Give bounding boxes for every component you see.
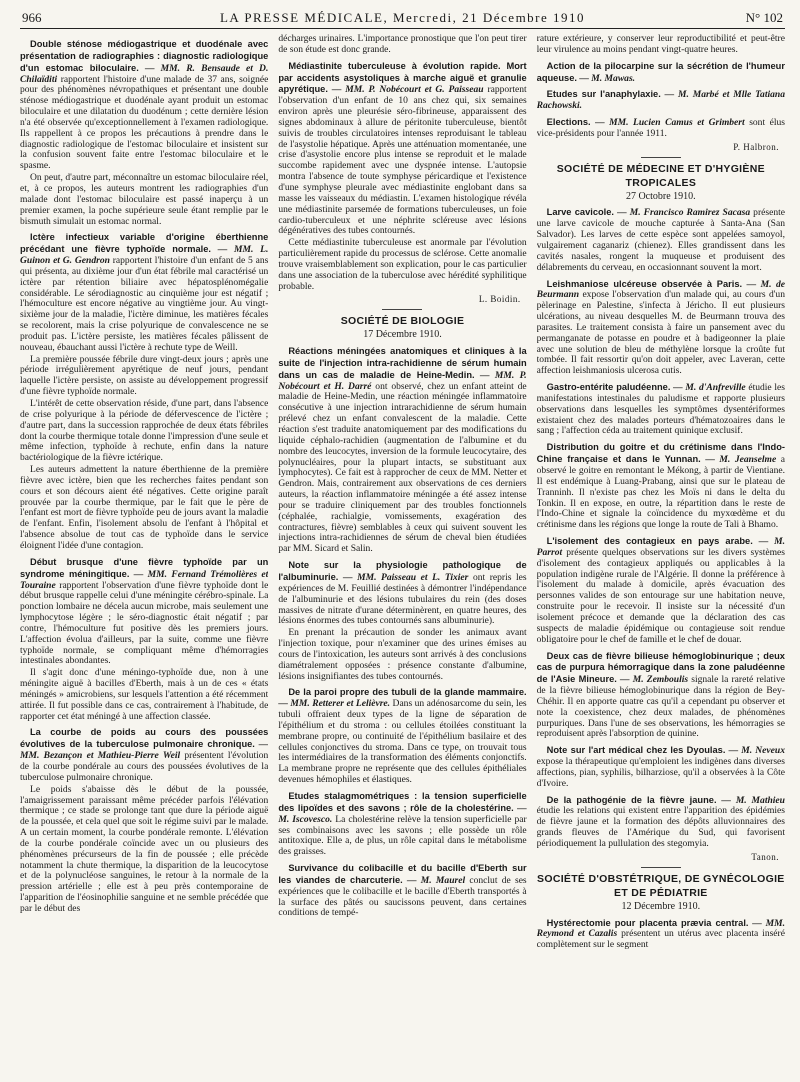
article-title: Larve cavicole.	[546, 207, 615, 218]
article-text: a observé le goitre en remontant le Mékong, à partir de Vientiane. Il est endémique à Luang-Prabang, ainsi que sur le plateau de Tranninh. Il n'existe pas chez les Moïs ni dans le delta du Tonkin. Il en expose, en outre, la répartition dans le reste de l'Indo-Chine et signale la coïncidence du myxœdème et du crétinisme dans les régions que longe la route de Tali à Bhamo.	[536, 454, 785, 531]
author-signature: P. Halbron.	[733, 141, 779, 152]
page-header	[20, 8, 785, 29]
section-divider	[382, 309, 422, 310]
article-title: De la paroi propre des tubuli de la glande mammaire.	[288, 687, 527, 698]
article-paragraph	[20, 727, 268, 783]
article-title: Note sur la physiologie pathologique de l'albuminurie.	[278, 560, 527, 582]
body-paragraph	[537, 34, 785, 56]
article-title: Début brusque d'une fièvre typhoïde par un syndrome méningitique.	[20, 556, 269, 579]
article-text: On peut, d'autre part, méconnaître un estomac biloculaire réel, et, à ce propos, les auteurs montrent les radiographies d'un malade dont l'estomac biloculaire est passé inaperçu à un premier examen, la poche supérieure seule étant remplie par le bismuth simulait un estomac normal.	[20, 172, 269, 227]
article-text: Le poids s'abaisse dès le début de la poussée, l'amaigrissement paraissant même précéder parfois l'élévation thermique ; ce stade se prolonge tant que dure la période aiguë de la poussée, et cela quel que soit le régime suivi par le malade. A un certain moment, la courbe pondérale remonte. L'élévation de la courbe pondérale coïncide avec un ou plusieurs des phénomènes précurseurs de la fin de poussée ; elle précède notamment la chute thermique, la disparition de la leucocytose et de la polynucléose sanguines, le retour à la normale de la pression artérielle ; elle est à peu près contemporaine de l'apparition de l'éosinophilie sanguine et ne semble précédée que par le début des	[20, 783, 269, 914]
article-authors: — MM. R. Bensaude et D. Chilaïditi	[20, 62, 269, 85]
issue-number: N° 102	[745, 10, 783, 25]
article-text: ont observé, chez un enfant atteint de maladie de Heine-Medin, une réaction méningée inflammatoire consécutive à une injection intrarachidienne de sérum humain prélevé chez un enfant convalescent de la maladie. Cette réaction s'est traduite anatomiquement par des modifications du liquide céphalo-rachidien (augmentation de l'albumine et du nombre des leucocytes, inversion de la formule leucocytaire, des polynucléaires, pour la plupart intacts, se substituant aux lymphocytes). Ce fait est à rapprocher de ceux de MM. Netter et Gendron. Mais, contrairement aux observations de ces derniers auteurs, la réaction inflammatoire méningée a été assez intense pour se traduire cliniquement par des troubles fonctionnels (céphalée, rachialgie, vomissements, exagération des contractures, fièvre) semblables à ceux qui suivent souvent les injections intra-rachidiennes de sérum de cheval bien étudiées par MM. Sicard et Salin.	[278, 380, 527, 555]
article-paragraph	[20, 39, 268, 172]
article-paragraph	[537, 442, 785, 531]
article-authors: — M. de Beurmann	[536, 278, 785, 301]
article-title: Leishmaniose ulcéreuse observée à Paris.	[546, 278, 743, 289]
article-authors: — MM. L. Guinon et G. Gendron	[20, 244, 269, 267]
article-title: Survivance du colibacille et du bacille d'Eberth sur les viandes de charcuterie.	[278, 863, 527, 885]
article-authors: — MM. Bezançon et Mathieu-Pierre Weil	[20, 739, 269, 762]
article-authors: — MM. Fernand Trémolières et Touraine	[20, 568, 269, 591]
article-title: Elections.	[546, 117, 591, 128]
body-paragraph	[20, 355, 268, 398]
section-date: 27 Octobre 1910.	[625, 190, 696, 202]
article-text: étudie les relations qui existent entre l'apparition des épidémies de fièvre jaune et la formation des dépôts alluvionnaires des grands fleuves de l'Amérique du Sud, qui favorisent périodiquement la pullulation des stegomyia.	[536, 805, 785, 849]
author-signature: Tanon.	[751, 851, 779, 862]
article-text: décharges urinaires. L'importance pronostique que l'on peut tirer de son étude est donc grande.	[278, 34, 527, 55]
article-authors: — M. Francisco Ramirez Sacasa	[617, 207, 751, 219]
article-authors: — MM. P. Nobécourt et H. Darré	[278, 369, 527, 392]
body-paragraph	[278, 238, 526, 292]
article-authors: — MM. P. Nobécourt et G. Paisseau	[331, 84, 484, 96]
body-paragraph	[20, 785, 268, 915]
article-paragraph	[537, 918, 785, 952]
article-authors: — M. Marbé et Mlle Tatiana Rachowski.	[536, 89, 785, 112]
article-text: conclut de ses expériences que le colibacille et le bacille d'Eberth transportés à la surface des pâtés ou saucissons peuvent, dans certaines conditions de tempé-	[278, 874, 527, 919]
article-title: Ictère infectieux variable d'origine éberthienne précédant une fièvre typhoïde normale.	[20, 232, 269, 255]
article-authors: — M. Jeanselme	[705, 454, 777, 466]
article-paragraph	[20, 557, 268, 667]
article-paragraph	[537, 795, 785, 850]
article-text: ont repris les expériences de M. Feuillié destinées à démontrer l'indépendance de l'albuminurie et des lésions tubulaires du rein (des doses massives de nitrate d'urane déterminèrent, en quatre heures, des lésions énormes des tubes contournés sans albuminurie).	[278, 571, 527, 627]
section-heading: SOCIÉTÉ DE BIOLOGIE	[340, 315, 465, 328]
article-text: La cholestérine relève la tension superficielle par ses combinaisons avec les savons ; elle possède un rôle antitoxique. Elle a, de plus, un rôle capital dans le métabolisme des graisses.	[278, 813, 527, 858]
article-title: Double sténose médiogastrique et duodénale avec présentation de radiographies : diagnostic radiologique d'un estomac biloculaire.	[20, 39, 269, 73]
article-text: sont élus vice-présidents pour l'année 1911.	[536, 117, 785, 139]
article-text: étudie les manifestations intestinales du paludisme et rapporte plusieurs observations dans lesquelles les symptômes dysentériformes existaient chez des malades porteurs d'hématozoaires dans le sang ; l'affection céda au traitement quinique exclusif.	[536, 382, 785, 437]
article-authors: — MM. Retterer et Lelièvre.	[278, 698, 391, 710]
article-paragraph	[537, 279, 785, 378]
article-title: Gastro-entérite paludéenne.	[546, 382, 671, 393]
article-paragraph	[278, 61, 526, 238]
article-paragraph	[20, 232, 268, 353]
column-3	[537, 34, 785, 1076]
article-title: L'isolement des contagieux en pays arabe.	[546, 536, 753, 547]
article-paragraph	[537, 536, 785, 645]
article-text: expose la thérapeutique qu'emploient les indigènes dans diverses affections, pian, syphilis, bilharziose, qu'il a observées à la Côte d'Ivoire.	[536, 756, 785, 789]
section-date: 17 Décembre 1910.	[363, 329, 442, 341]
article-authors: — M. Mathieu	[721, 794, 785, 806]
article-paragraph	[278, 687, 526, 786]
article-text: présentent l'évolution de la courbe pondérale au cours des poussées évolutives de la tuberculose pulmonaire chronique.	[20, 750, 269, 783]
article-text: Il s'agit donc d'une méningo-typhoïde due, non à une méningite aiguë à bacilles d'Eberth, mais à un de ces « états méningés » amicrobiens, sur lesquels l'attention a été récemment attirée. Il fut possible dans ce cas, contrairement à l'habitude, de rapporter cet état méningé à une affection classée.	[20, 667, 269, 722]
article-authors: — MM. Reymond et Cazalis	[536, 917, 785, 940]
article-text: rapportent l'histoire d'un enfant de 5 ans qui présenta, au dixième jour d'un état fébrile mal caractérisé un ictère par rétention biliaire avec hépatosplénomégalie considérable. Le sérodiagnostic au cinquième jour est négatif ; l'hémoculture est encore négative au vingtième jour. Au vingt-sixième jour de la maladie, l'ictère diminue, les matières fécales se recolorent, mais la crise polyurique de convalescence ne se produit pas. L'ictère persiste, les matières fécales pâlissent de nouveau, ébauchant aussi l'ictère à rechute type de Weill.	[20, 255, 269, 353]
article-paragraph	[537, 61, 785, 85]
article-title: Réactions méningées anatomiques et cliniques à la suite de l'injection intra-rachidienne de sérum humain dans un cas de maladie de Heine-Medin.	[278, 346, 527, 380]
article-authors: — M. d'Anfreville	[673, 382, 746, 394]
article-title: Médiastinite tuberculeuse à évolution rapide. Mort par accidents asystoliques à marche aiguë et granulie apyrétique.	[278, 60, 527, 95]
article-text: L'intérêt de cette observation réside, d'une part, dans l'absence de crise polyurique à la période de défervescence de l'ictère ; d'autre part, dans la succession rapprochée de deux états fébriles dont la courbe thermique totale donne l'impression d'une seule et même infection, typhoïde à rechute, enfin dans la nature bactériologique de la fièvre ictérique.	[20, 398, 269, 464]
article-title: Deux cas de fièvre bilieuse hémoglobinurique ; deux cas de purpura hémorragique dans la zone paludéenne de l'Asie Mineure.	[536, 650, 785, 685]
article-authors: — M. Maurel	[407, 874, 466, 886]
article-text: La première poussée fébrile dure vingt-deux jours ; après une période irrégulièrement apyrétique de neuf jours, pendant laquelle l'ictère persiste, on assiste au développement progressif d'une fièvre typhoïde normale.	[20, 353, 269, 398]
newspaper-page	[20, 8, 785, 1076]
article-authors: — MM. Lucien Camus et Grimbert	[595, 117, 745, 129]
article-columns	[20, 34, 785, 1076]
article-authors: — M. Parrot	[536, 536, 785, 558]
article-text: présente quelques observations sur les divers systèmes d'isolement des contagieux appliqués ou applicables à la population indigène rurale de l'Algérie. Il donne la préférence à l'isolement du malade à domicile, après évacuation des personnes valides de son entourage sur une habitation neuve, construite pour le recevoir. Il insiste sur la nécessité d'un isolement précoce et demande que la déclaration des cas suspects de maladie épidémique ou contagieuse soit rendue obligatoire pour le chef de famille et le chef de douar.	[536, 546, 785, 645]
body-paragraph	[20, 465, 268, 552]
article-title: Action de la pilocarpine sur la sécrétion de l'humeur aqueuse.	[536, 60, 785, 83]
publication-title: LA PRESSE MÉDICALE, Mercredi, 21 Décembre 1910	[219, 10, 586, 25]
section-heading: SOCIÉTÉ DE MÉDECINE ET D'HYGIÈNE TROPICALES	[556, 162, 765, 189]
article-authors: — M. Neveux	[728, 745, 785, 757]
article-text: En prenant la précaution de sonder les animaux avant l'injection toxique, pour n'examiner que des urines émises au cours de l'intoxication, les auteurs sont arrivés à des conclusions diamétralement opposées : présence constante d'albumine, lésions insignifiantes des tubes contournés.	[278, 627, 527, 682]
article-text: rapportent l'histoire d'une malade de 37 ans, soignée pour des phénomènes névropathiques et présentant une double sténose médiogastrique et duodénale ayant produit un estomac biloculaire et une dilatation du duodénum ; cette dernière lésion n'a été observée qu'exceptionnellement à l'examen radiologique. Ils rappellent à ce propos les précautions à prendre dans le diagnostic radiologique de l'estomac biloculaire et insistent sur la confusion souvent faite entre l'estomac biloculaire et le spasme.	[20, 73, 269, 172]
article-title: Etudes stalagmométriques : la tension superficielle des lipoïdes et des savons ; rôle de la cholestérine.	[278, 791, 527, 813]
column-1	[20, 34, 268, 1076]
section-heading: SOCIÉTÉ D'OBSTÉTRIQUE, DE GYNÉCOLOGIE ET DE PÉDIATRIE	[537, 872, 785, 899]
article-text: Cette médiastinite tuberculeuse est anormale par l'évolution particulièrement rapide du processus de sclérose. Cette anomalie trouve vraisemblablement son explication, pour le cas particulier dans une association de la tuberculose avec hérédité syphilitique probable.	[278, 237, 527, 292]
section-divider	[641, 867, 681, 868]
article-paragraph	[537, 117, 785, 140]
article-text: présentent un utérus avec placenta inséré complètement sur le segment	[536, 928, 785, 951]
article-title: Hystérectomie pour placenta prævia central.	[546, 917, 749, 928]
article-text: Les auteurs admettent la nature éberthienne de la première fièvre avec ictère, bien que les recherches faites pendant son cours et son décours aient été négatives. Cette origine paraît prouvée par la courbe thermique, par le fait que le père de l'enfant est mort de fièvre typhoïde peu de jours avant la maladie de l'enfant. Enfin, l'isolement absolu de l'enfant à l'hôpital et l'absence absolue de tout cas de typhoïde dans le service éloignent l'idée d'une contagion.	[20, 464, 269, 551]
column-2	[278, 34, 526, 1076]
article-title: Note sur l'art médical chez les Dyoulas.	[546, 745, 726, 756]
article-authors: — M. Mawas.	[579, 72, 636, 84]
article-text: rature extérieure, y conserver leur reproductibilité et peut-être leur virulence au moins pendant vingt-quatre heures.	[536, 34, 785, 55]
article-title: Etudes sur l'anaphylaxie.	[546, 89, 661, 100]
article-paragraph	[278, 791, 526, 858]
article-authors: — M. Zemboulis	[620, 674, 689, 686]
article-paragraph	[537, 382, 785, 437]
article-text: rapportent l'observation d'un enfant de 10 ans chez qui, six semaines environ après une pleurésie séro-fibrineuse, apparaissent des signes abdominaux à allure de péritonite tuberculeuse, bientôt suivis de troubles circulatoires intenses reproduisant le tableau de l'asystolie hépatique. Après une atténuation momentanée, une crise d'asystolie encore plus intense se reproduit et le malade succombe rapidement avec une dyspnée intense. L'autopsie montra l'absence de toute symphyse péricardique et l'existence d'une symphyse pleurale avec médiastinite englobant dans sa masse les vaisseaux du médiastin. L'examen histologique révéla une médiastinite parsemée de formations tuberculeuses, un foie cardio-tuberculeux et une néphrite scléreuse avec lésions dégénératives des tubes contournés.	[278, 84, 527, 237]
article-paragraph	[278, 560, 526, 627]
author-signature: L. Boidin.	[478, 294, 521, 305]
body-paragraph	[20, 668, 268, 722]
body-paragraph	[20, 173, 268, 227]
article-text: rapportent l'observation d'une fièvre typhoïde dont le début brusque rappelle celui d'une méningite cérébro-spinale. La ponction lombaire ne décela aucun microbe, mais seulement une lymphocytose légère ; le séro-diagnostic était négatif ; par contre, l'hémoculture fut positive dès les premiers jours. L'affection évolua d'ailleurs, par la suite, comme une fièvre typhoïde normale, se compliquant même d'hémorragies intestinales abondantes.	[20, 579, 269, 667]
article-title: De la pathogénie de la fièvre jaune.	[546, 794, 717, 805]
page-number: 966	[22, 10, 42, 25]
article-paragraph	[537, 651, 785, 741]
article-text: signale la rareté relative de la fièvre bilieuse hémoglobinurique dans la région de Bey-Chéhir. Il en apporte quatre cas qu'il a cependant pu observer et note la coexistence, chez deux malades, de phénomènes purpuriques. Dans l'une de ses observations, les hémorragies se reproduisent après l'absorption de quinine.	[536, 674, 785, 740]
article-text: Dans un adénosarcome du sein, les tubuli offraient deux types de la ligne de séparation de l'épithélium et du stroma : ou cellules étoilées constituant la membrane propre, ou continuité de l'épithélium basilaire et des cellules conjonctives du stroma. Dans ce type, on trouvait tous les intermédiaires de la transformation des éléments conjonctifs. La membrane propre ne représente que des cellules épithéliales devenues hémophiles et élastiques.	[278, 698, 527, 786]
article-paragraph	[537, 745, 785, 789]
article-authors: — M. Iscovesco.	[278, 802, 527, 825]
body-paragraph	[278, 34, 526, 56]
article-text: expose l'observation d'un malade qui, au cours d'un pèlerinage en Palestine, s'infecta à Jéricho. Il eut plusieurs ulcérations, au niveau desquelles M. de Beurmann trouva des parasites. Le traitement consista à faire un pansement avec du permanganate de potasse en poudre et à badigeonner la plaie avec une solution de bleu de méthylène lorsque la croûte fut tombée. Il fait ressortir qu'on doit appeler, avec Laveran, cette affection leishmaniosis ulcerosa cutis.	[536, 289, 785, 377]
article-title: Distribution du goitre et du crétinisme dans l'Indo-Chine française et dans le Yunnan.	[536, 442, 785, 465]
section-date: 12 Décembre 1910.	[621, 900, 701, 912]
article-text: présente une larve cavicole de mouche capturée à Santa-Ana (San Salvador). Les larves de cette espèce sont appelées samoyol, vulgairement caganariz (chienez). Elles grandissent dans les cavités nasales, rongent la muqueuse et produisent des délabrements du cerveau, en occasionnant souvent la mort.	[536, 207, 785, 273]
article-paragraph	[537, 89, 785, 112]
article-title: La courbe de poids au cours des poussées évolutives de la tuberculose pulmonaire chronique.	[20, 727, 269, 750]
article-paragraph	[537, 207, 785, 273]
body-paragraph	[20, 399, 268, 464]
article-paragraph	[278, 863, 526, 919]
article-authors: — MM. Paisseau et L. Tixier	[342, 571, 469, 583]
section-divider	[641, 157, 681, 158]
body-paragraph	[278, 628, 526, 682]
article-paragraph	[278, 346, 526, 555]
